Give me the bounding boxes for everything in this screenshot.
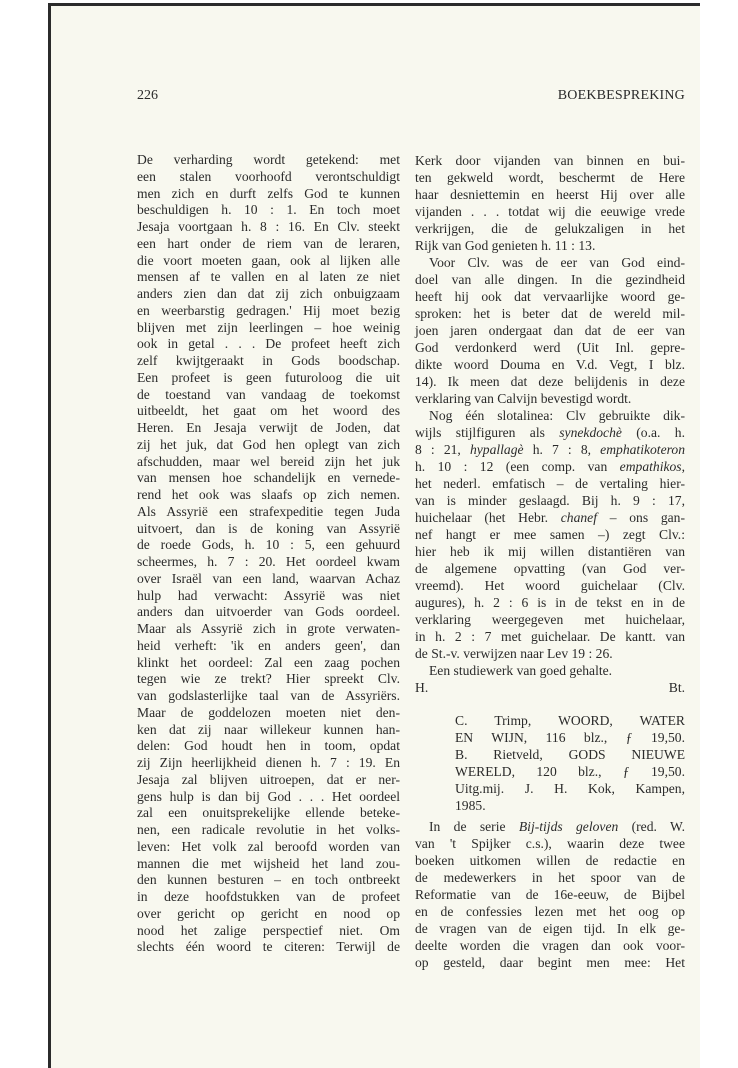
text-line: zelf kwijtgeraakt in Gods boodschap. xyxy=(137,353,400,368)
text-line: Nog één slotalinea: Clv gebruikte dik- xyxy=(429,408,685,423)
text-line: het nederl. emfatisch – de vertaling hier- xyxy=(415,476,685,491)
text-line: de toestand van vandaag de toekomst xyxy=(137,386,400,402)
text-line: joen jaren ondergaat dan dat de eer van xyxy=(415,323,685,338)
text-line: afschudden, maar wel bereid zijn het juk xyxy=(137,453,400,469)
text-line: over gericht op gericht en nood op xyxy=(137,905,400,921)
text-line: ten gekweld wordt, beschermt de Here xyxy=(415,170,685,185)
text-segment: (red. W. xyxy=(618,819,685,834)
text-line: rend het ook was slaafs op zich nemen. xyxy=(137,487,400,502)
text-line: op gesteld, daar begint men mee: Het xyxy=(415,955,685,970)
text-line: haar desniettemin en heerst Hij over alle xyxy=(415,187,685,202)
text-line: hier heb ik mij willen distantiëren van xyxy=(415,544,685,559)
text-line: Rijk van God genieten h. 11 : 13. xyxy=(415,238,596,253)
text-line: nef hangt er mee samen –) zegt Clv.: xyxy=(415,527,685,542)
text-line: de vragen van de eigen tijd. In elk ge- xyxy=(415,921,685,936)
text-line: blijven met zijn leerlingen – hoe weinig xyxy=(137,319,400,335)
text-line: EN WIJN, 116 blz., ƒ 19,50. xyxy=(455,730,685,745)
text-line: scheermes, h. 7 : 20. Het oordeel kwam xyxy=(137,554,400,569)
text-line: augures), h. 2 : 6 is in de tekst en in de xyxy=(415,595,685,610)
text-line: WERELD, 120 blz., ƒ 19,50. xyxy=(455,764,685,779)
text-line: hulp had verwacht: Assyrië was niet xyxy=(137,587,400,603)
text-segment: – ons gan- xyxy=(596,510,685,525)
text-line: in h. 2 : 7 met guichelaar. De kantt. van xyxy=(415,629,685,644)
text-line: B. Rietveld, GODS NIEUWE xyxy=(455,747,685,762)
text-line: mensen af te vallen en al laten ze niet xyxy=(137,269,400,285)
text-line: 14). Ik meen dat deze belijdenis in deze xyxy=(415,374,685,389)
text-line: zij Zijn heerlijkheid dienen h. 7 : 19. En xyxy=(137,755,400,770)
text-line: en weerbarstig gedragen.' Hij moet bezig xyxy=(137,302,400,318)
signature-left: H. xyxy=(415,680,429,695)
text-line: nen, een radicale revolutie in het volks- xyxy=(137,822,400,837)
left-column xyxy=(137,152,400,956)
text-line: Heren. En Jesaja verwijt de Joden, dat xyxy=(137,420,400,435)
text-line: de medewerkers in het spoor van de xyxy=(415,870,685,885)
text-line: van godslasterlijke taal van de Assyriërs. xyxy=(137,688,400,703)
text-line xyxy=(415,458,685,475)
text-line: delen: God houdt hen in toom, opdat xyxy=(137,738,400,754)
text-line: tegen wie ze trekt? Hier spreekt Clv. xyxy=(137,671,400,687)
text-line: C. Trimp, WOORD, WATER xyxy=(455,713,685,728)
text-line: van 't Spijker c.s.), waarin deze twee xyxy=(415,836,685,851)
series-paragraph xyxy=(415,818,685,971)
text-line: verklaring weergegeven met huichelaar, xyxy=(415,612,685,627)
text-line: boeken uitkomen willen de redactie en xyxy=(415,853,685,868)
text-line: Een studiewerk van goed gehalte. xyxy=(429,663,613,678)
text-line: en de confessies lezen met het oog op xyxy=(415,904,685,919)
text-segment: huichelaar (het Hebr. xyxy=(415,510,561,525)
text-line: verklaring van Calvijn bevestigd wordt. xyxy=(415,391,632,406)
italic-term: empathikos xyxy=(619,459,682,474)
text-line: van is minder geslaagd. Bij h. 9 : 17, xyxy=(415,493,685,508)
text-line: Jesaja zal blijven uitroepen, dat er ner- xyxy=(137,771,400,787)
text-line: anders zien dan dat zij zich onbuigzaam xyxy=(137,286,400,301)
text-line: men zich en durft zelfs God te kunnen xyxy=(137,185,400,201)
text-line: de St.-v. verwijzen naar Lev 19 : 26. xyxy=(415,646,613,661)
text-line: zij het juk, dat God hen oplegt van zich xyxy=(137,436,400,452)
text-line: ken dat zij naar willekeur kunnen han- xyxy=(137,721,400,737)
text-line: Reformatie van de 16e-eeuw, de Bijbel xyxy=(415,887,685,902)
text-line: die voort moeten gaan, ook al lijken alle xyxy=(137,252,400,268)
text-line: 1985. xyxy=(455,798,486,813)
italic-term: emphatikoteron xyxy=(600,442,685,457)
running-head: BOEKBESPREKING xyxy=(557,88,685,103)
text-line: nood het zalige perspectief niet. Om xyxy=(137,922,400,938)
text-line: Maar als Assyrië zich in grote verwaten- xyxy=(137,621,400,636)
text-line: God verdonkerd werd (Uit Inl. gepre- xyxy=(415,340,685,355)
text-line: vijanden . . . totdat wij die eeuwige vrede xyxy=(415,204,685,219)
text-line: de roede Gods, h. 10 : 5, een gehuurd xyxy=(137,537,400,553)
text-segment: , xyxy=(681,459,685,474)
text-line: klinkt het oordeel: Zal een zaag pochen xyxy=(137,654,400,670)
signature-right: Bt. xyxy=(668,680,685,695)
text-line: Maar de goddelozen moeten niet den- xyxy=(137,704,400,720)
text-line: gens hulp is dan bij God . . . Het oordeel xyxy=(137,788,400,804)
text-line: Uitg.mij. J. H. Kok, Kampen, xyxy=(455,781,685,796)
text-line: den kunnen besturen – en toch ontbreekt xyxy=(137,872,400,888)
text-line: heid verheft: 'ik en anders geen', dan xyxy=(137,637,400,653)
text-segment: In de serie xyxy=(429,819,519,834)
book-listing xyxy=(455,712,685,814)
text-line xyxy=(415,818,685,835)
text-line: een hart onder de riem van de leraren, xyxy=(137,235,400,251)
text-line: uitbeeldt, het gaat om het woord des xyxy=(137,403,400,419)
text-line: deelte worden die vragen dan ook voor- xyxy=(415,938,685,953)
text-segment: 8 : 21, xyxy=(415,442,470,457)
page-number: 226 xyxy=(137,88,158,103)
text-line: heeft hij ook dat vervaarlijke woord ge- xyxy=(415,289,685,304)
text-line: leven: Het volk zal beroofd worden van xyxy=(137,838,400,854)
text-line: Voor Clv. was de eer van God eind- xyxy=(429,255,685,270)
text-line: Kerk door vijanden van binnen en bui- xyxy=(415,153,685,168)
text-line: anders dan uitvoerder van Gods oordeel. xyxy=(137,604,400,620)
text-line: beschuldigen h. 10 : 1. En toch moet xyxy=(137,202,400,218)
text-line: sproken: het is beter dat de wereld mil- xyxy=(415,306,685,321)
text-line xyxy=(415,424,685,441)
text-line: van mensen hoe schandelijk en vernede- xyxy=(137,470,400,486)
text-line: de algemene opvatting (van God ver- xyxy=(415,561,685,576)
text-segment: (o.a. h. xyxy=(621,425,685,440)
review-conclusion xyxy=(415,152,685,679)
text-line: over Israël van een land, waarvan Achaz xyxy=(137,570,400,586)
italic-term: hypallagè xyxy=(469,442,524,457)
italic-term: chanef xyxy=(560,510,597,525)
text-line: dikte woord Douma en V.d. Vegt, I blz. xyxy=(415,357,685,372)
text-line: mannen die met wijsheid het land zou- xyxy=(137,855,400,871)
text-line: verkrijgen, die de gelukzaligen in het xyxy=(415,221,685,236)
text-line: De verharding wordt getekend: met xyxy=(137,152,400,167)
text-segment: h. 7 : 8, xyxy=(523,442,601,457)
text-segment: wijls stijlfiguren als xyxy=(415,425,560,440)
text-segment: h. 10 : 12 (een comp. van xyxy=(415,459,620,474)
text-line: een stalen voorhoofd verontschuldigt xyxy=(137,168,400,184)
italic-term: Bij-tijds geloven xyxy=(518,819,619,834)
text-line: ook in getal . . . De profeet heeft zich xyxy=(137,336,400,352)
text-line: Een profeet is geen futuroloog die uit xyxy=(137,369,400,385)
text-line: slechts één woord te citeren: Terwijl de xyxy=(137,939,400,955)
text-line: vreemd). Het woord guichelaar (Clv. xyxy=(415,578,685,593)
text-line xyxy=(415,441,685,458)
text-line: Als Assyrië een strafexpeditie tegen Juda xyxy=(137,503,400,519)
text-line: Jesaja voortgaan h. 8 : 16. En Clv. steekt xyxy=(137,219,400,234)
text-line: in deze hoofdstukken van de profeet xyxy=(137,889,400,904)
text-line: doel van alle dingen. In die gezindheid xyxy=(415,272,685,287)
text-line xyxy=(415,509,685,526)
text-line: uitvoert, dan is de koning van Assyrië xyxy=(137,520,400,536)
signature-line xyxy=(415,680,685,697)
text-line: zal een onuitsprekelijke ellende beteke- xyxy=(137,805,400,821)
italic-term: synekdochè xyxy=(559,425,622,440)
